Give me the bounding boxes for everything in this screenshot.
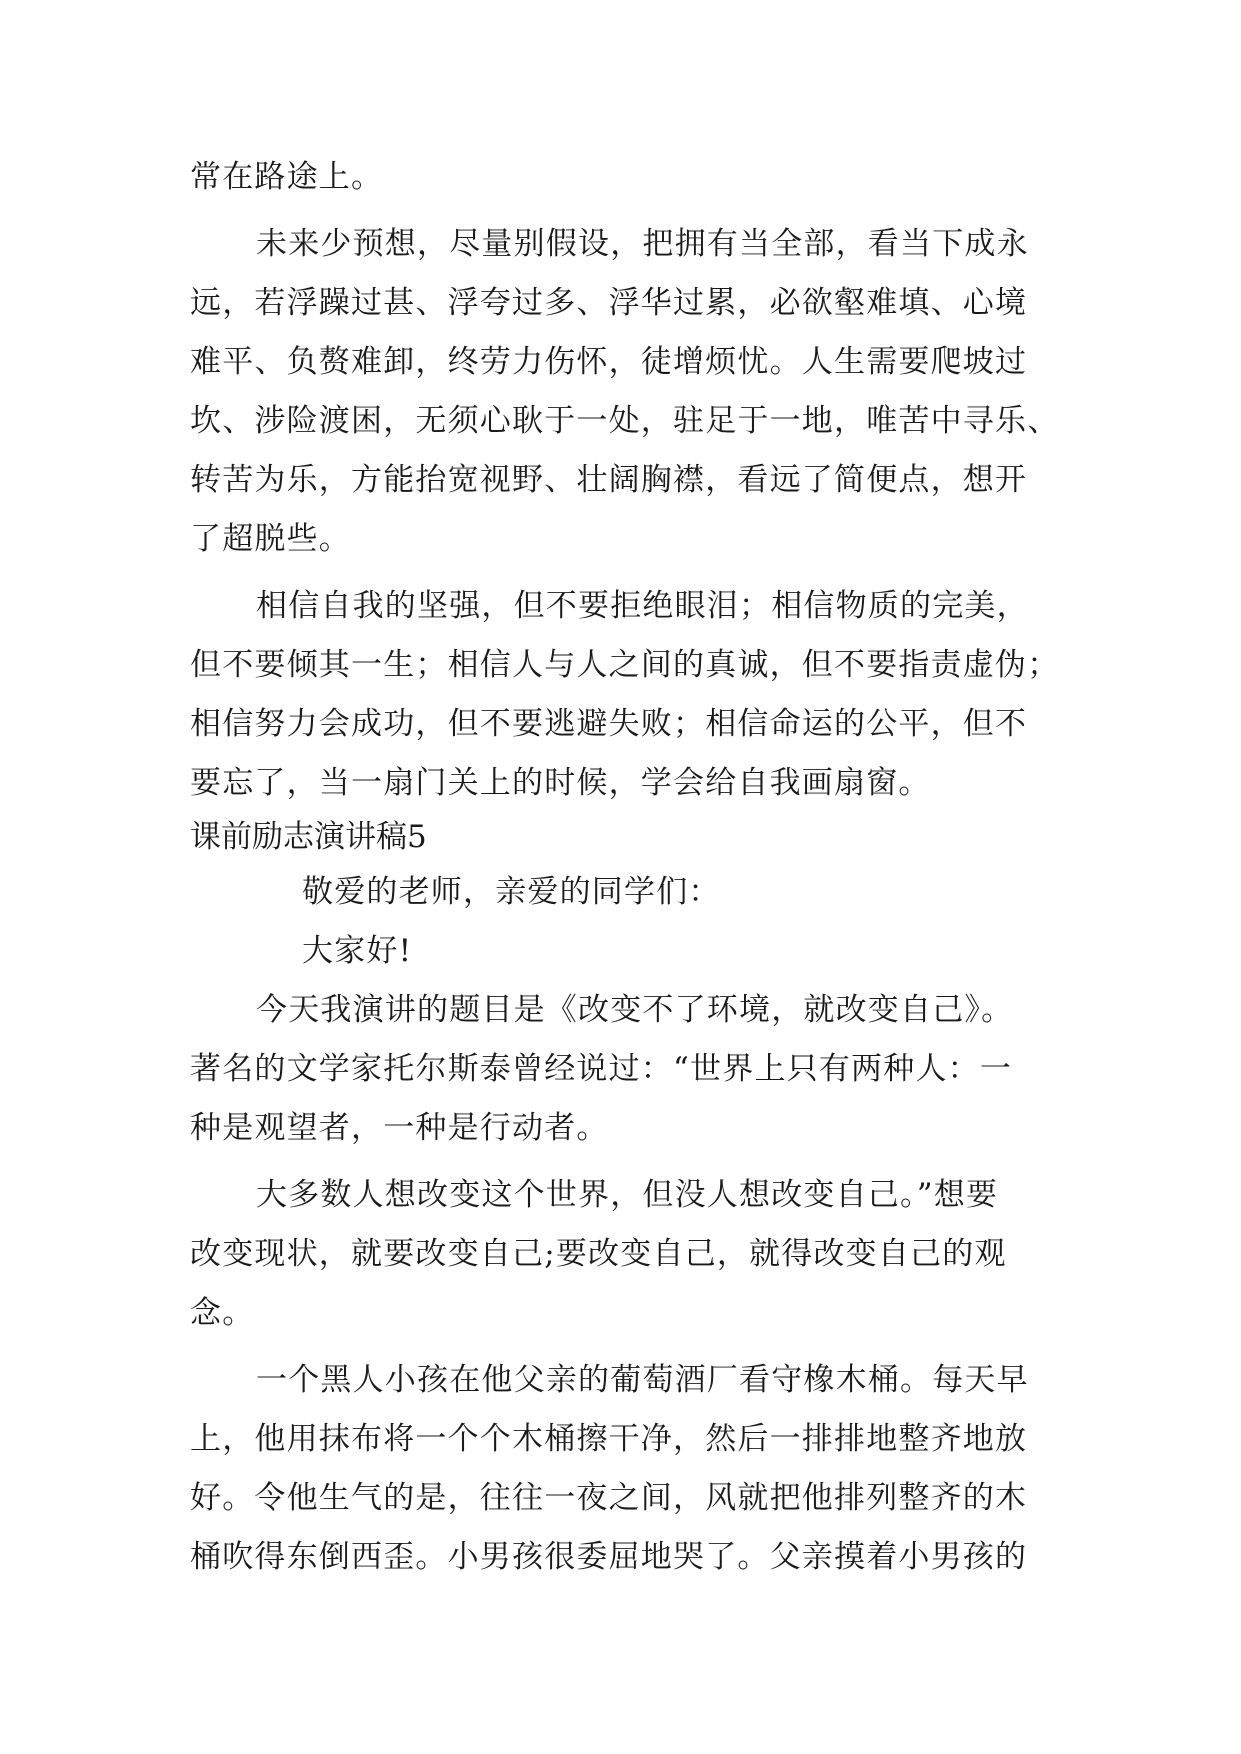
paragraph-6 — [190, 1351, 1070, 1587]
paragraph-3 — [190, 577, 1070, 813]
document-body — [190, 148, 1070, 1595]
text-line: 念。 — [190, 1295, 255, 1331]
text-line: 坎、涉险渡困，无须心耿于一处，驻足于一地，唯苦中寻乐、 — [190, 403, 1060, 439]
text-line: 今天我演讲的题目是《改变不了环境，就改变自己》。 — [256, 992, 1014, 1028]
text-line: 相信努力会成功，但不要逃避失败；相信命运的公平，但不 — [190, 706, 1028, 742]
text-line: 桶吹得东倒西歪。小男孩很委屈地哭了。父亲摸着小男孩的 — [190, 1539, 1028, 1575]
paragraph-1 — [190, 148, 1070, 207]
text-line: 难平、负赘难卸，终劳力伤怀，徒增烦忧。人生需要爬坡过 — [190, 344, 1028, 380]
text-line: 未来少预想，尽量别假设，把拥有当全部，看当下成永 — [256, 226, 1029, 262]
text-line: 相信自我的坚强，但不要拒绝眼泪；相信物质的完美， — [256, 588, 1029, 624]
hello-line: 大家好! — [302, 933, 413, 969]
text-line: 大多数人想改变这个世界，但没人想改变自己。”想要 — [256, 1177, 999, 1213]
paragraph-4 — [190, 981, 1070, 1158]
text-line: 常在路途上。 — [190, 159, 384, 195]
text-line: 好。令他生气的是，往往一夜之间，风就把他排列整齐的木 — [190, 1480, 1028, 1516]
paragraph-5 — [190, 1166, 1070, 1343]
text-line: 种是观望者，一种是行动者。 — [190, 1110, 609, 1146]
section-heading: 课前励志演讲稿5 — [190, 819, 427, 855]
text-line: 转苦为乐，方能抬宽视野、壮阔胸襟，看远了简便点，想开 — [190, 462, 1028, 498]
text-line: 远，若浮躁过甚、浮夸过多、浮华过累，必欲壑难填、心境 — [190, 285, 1028, 321]
text-line: 要忘了，当一扇门关上的时候，学会给自我画扇窗。 — [190, 765, 931, 801]
greeting-line: 敬爱的老师，亲爱的同学们： — [302, 874, 721, 910]
text-line: 改变现状，就要改变自己;要改变自己，就得改变自己的观 — [190, 1236, 1007, 1272]
paragraph-2 — [190, 215, 1070, 569]
text-line: 了超脱些。 — [190, 521, 351, 557]
text-line: 但不要倾其一生；相信人与人之间的真诚，但不要指责虚伪； — [190, 647, 1060, 683]
text-line: 著名的文学家托尔斯泰曾经说过：“世界上只有两种人：一 — [190, 1051, 1013, 1087]
text-line: 一个黑人小孩在他父亲的葡萄酒厂看守橡木桶。每天早 — [256, 1362, 1029, 1398]
text-line: 上，他用抹布将一个个木桶擦干净，然后一排排地整齐地放 — [190, 1421, 1028, 1457]
